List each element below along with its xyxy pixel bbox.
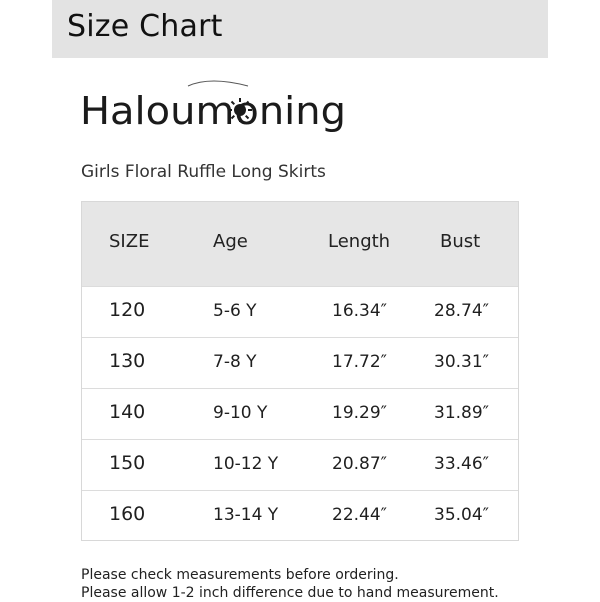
product-title: Girls Floral Ruffle Long Skirts [81, 162, 326, 182]
cell-length: 22.44″ [332, 505, 388, 525]
measurement-notes [81, 566, 499, 602]
cell-age: 10-12 Y [213, 454, 279, 474]
table-row [82, 490, 518, 541]
table-row [82, 388, 518, 439]
cell-size: 160 [109, 503, 146, 525]
table-header [82, 202, 518, 286]
cell-age: 5-6 Y [213, 301, 257, 321]
table-row [82, 286, 518, 337]
cell-bust: 30.31″ [434, 352, 490, 372]
cell-length: 17.72″ [332, 352, 388, 372]
cell-bust: 31.89″ [434, 403, 490, 423]
cell-length: 19.29″ [332, 403, 388, 423]
column-header-length: Length [328, 231, 391, 252]
cell-length: 20.87″ [332, 454, 388, 474]
cell-age: 7-8 Y [213, 352, 257, 372]
table-row [82, 337, 518, 388]
cell-age: 9-10 Y [213, 403, 268, 423]
cell-bust: 35.04″ [434, 505, 490, 525]
page-title: Size Chart [67, 9, 223, 44]
table-row [82, 439, 518, 490]
brand-logo-mark [80, 78, 350, 136]
size-table [81, 201, 519, 541]
cell-bust: 33.46″ [434, 454, 490, 474]
cell-age: 13-14 Y [213, 505, 279, 525]
note-line: Please check measurements before ordering. [81, 567, 399, 583]
cell-size: 130 [109, 350, 146, 372]
cell-length: 16.34″ [332, 301, 388, 321]
cell-size: 150 [109, 452, 146, 474]
cell-size: 140 [109, 401, 146, 423]
column-header-bust: Bust [440, 231, 481, 252]
header-band [52, 0, 548, 58]
column-header-age: Age [213, 231, 248, 252]
note-line: Please allow 1-2 inch difference due to hand measurement. [81, 585, 499, 601]
cell-bust: 28.74″ [434, 301, 490, 321]
column-header-size: SIZE [109, 231, 150, 252]
cell-size: 120 [109, 299, 146, 321]
brand-logo [80, 78, 350, 136]
brand-name: Haloumoning [80, 89, 346, 133]
